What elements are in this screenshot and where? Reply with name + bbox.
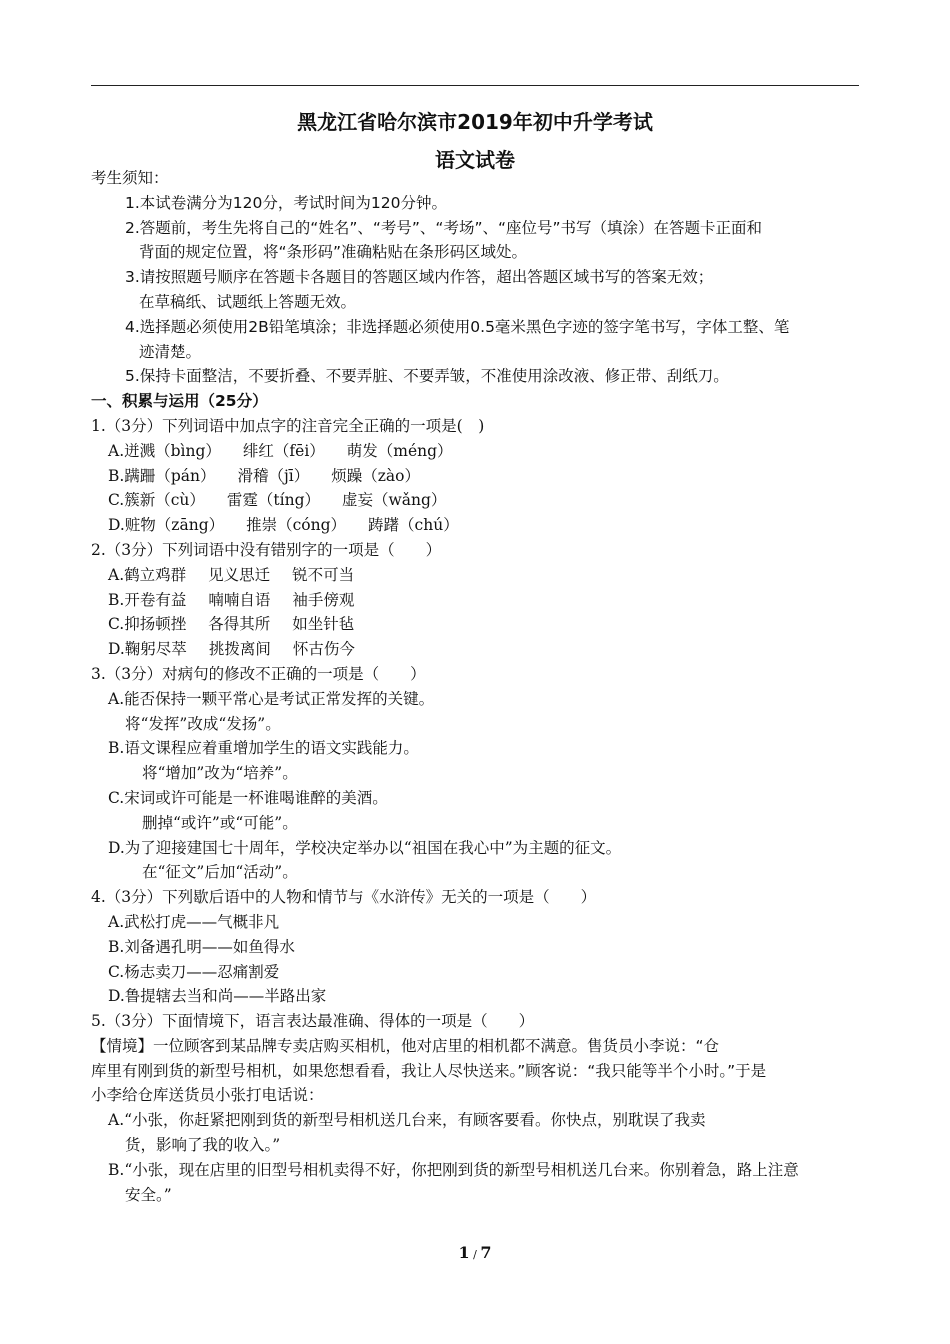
question-2-option-c: C.抑扬顿挫 各得其所 如坐针毡 [108,615,355,634]
question-5-option-b-cont: 安全。” [125,1185,172,1204]
question-4-option-a: A.武松打虎——气概非凡 [108,912,280,931]
notice-item-cont: 背面的规定位置，将“条形码”准确粘贴在条形码区域处。 [139,243,528,262]
question-3-option-b: B.语文课程应着重增加学生的语文实践能力。 [108,739,419,758]
question-3-option-a: A.能否保持一颗平常心是考试正常发挥的关键。 [108,689,435,708]
question-5-context: 【情境】一位顾客到某品牌专卖店购买相机，他对店里的相机都不满意。售货员小李说：“仓 [91,1036,720,1055]
question-3-option-d-fix: 在“征文”后加“活动”。 [142,863,298,882]
question-4-option-c: C.杨志卖刀——忍痛割爱 [108,962,280,981]
question-3-option-a-fix: 将“发挥”改成“发扬”。 [125,714,281,733]
notice-item: 2.答题前，考生先将自己的“姓名”、“考号”、“考场”、“座位号”书写（填涂）在答题卡正面和 [125,218,763,237]
question-3-option-d: D.为了迎接建国七十周年，学校决定举办以“祖国在我心中”为主题的征文。 [108,838,622,857]
notice-item: 4.选择题必须使用2B铅笔填涂；非选择题必须使用0.5毫米黑色字迹的签字笔书写，字体工整、笔 [125,317,790,336]
question-5-option-b: B.“小张，现在店里的旧型号相机卖得不好，你把刚到货的新型号相机送几台来。你别着急，路上注意 [108,1160,799,1179]
exam-content [91,166,861,1207]
notice-item: 5.保持卡面整洁，不要折叠、不要弄脏、不要弄皱，不准使用涂改液、修正带、刮纸刀。 [125,367,729,386]
page-title: 黑龙江省哈尔滨市2019年初中升学考试 [297,110,653,134]
question-1-option-d: D.赃物（zāng） 推崇（cóng） 踌躇（chú） [108,516,459,535]
question-5-option-a-cont: 货，影响了我的收入。” [125,1136,281,1155]
notice-heading: 考生须知： [91,169,169,187]
question-4-stem: 4.（3分）下列歇后语中的人物和情节与《水浒传》无关的一项是（ ） [91,888,597,907]
page-subtitle: 语文试卷 [435,148,515,172]
question-3-option-c-fix: 删掉“或许”或“可能”。 [142,813,298,832]
question-3-option-c: C.宋词或许可能是一杯谁喝谁醉的美酒。 [108,788,388,807]
question-5-context: 库里有刚到货的新型号相机，如果您想看看，我让人尽快送来。”顾客说：“我只能等半个小时。”于是 [91,1061,767,1080]
question-4-option-d: D.鲁提辖去当和尚——半路出家 [108,987,327,1006]
question-3-stem: 3.（3分）对病句的修改不正确的一项是（ ） [91,664,426,683]
question-2-option-d: D.鞠躬尽萃 挑拨离间 怀古伤今 [108,640,355,659]
notice-item-cont: 在草稿纸、试题纸上答题无效。 [139,292,357,311]
question-3-option-b-fix: 将“增加”改为“培养”。 [142,764,298,783]
question-1-option-c: C.簇新（cù） 雷霆（tíng） 虚妄（wǎng） [108,491,447,510]
notice-item: 1.本试卷满分为120分，考试时间为120分钟。 [125,193,447,212]
page-number: 1 / 7 [458,1243,492,1262]
top-rule [91,85,859,86]
notice-item-cont: 迹清楚。 [139,342,202,361]
question-1-stem: 1.（3分）下列词语中加点字的注音完全正确的一项是( ) [91,416,485,435]
question-2-option-b: B.开卷有益 喃喃自语 袖手傍观 [108,590,355,609]
question-5-stem: 5.（3分）下面情境下，语言表达最准确、得体的一项是（ ） [91,1012,535,1031]
section-heading: 一、积累与运用（25分） [91,392,268,411]
question-2-stem: 2.（3分）下列词语中没有错别字的一项是（ ） [91,540,442,559]
question-5-context: 小李给仓库送货员小张打电话说： [91,1086,324,1105]
question-5-option-a: A.“小张，你赶紧把刚到货的新型号相机送几台来，有顾客要看。你快点，别耽误了我卖 [108,1111,706,1130]
question-1-option-b: B.蹒跚（pán） 滑稽（jī） 烦躁（zào） [108,466,420,485]
question-4-option-b: B.刘备遇孔明——如鱼得水 [108,937,295,956]
question-2-option-a: A.鹤立鸡群 见义思迁 锐不可当 [108,565,355,584]
question-1-option-a: A.迸溅（bìng） 绯红（fēi） 萌发（méng） [108,441,453,460]
notice-item: 3.请按照题号顺序在答题卡各题目的答题区域内作答，超出答题区域书写的答案无效； [125,268,714,287]
